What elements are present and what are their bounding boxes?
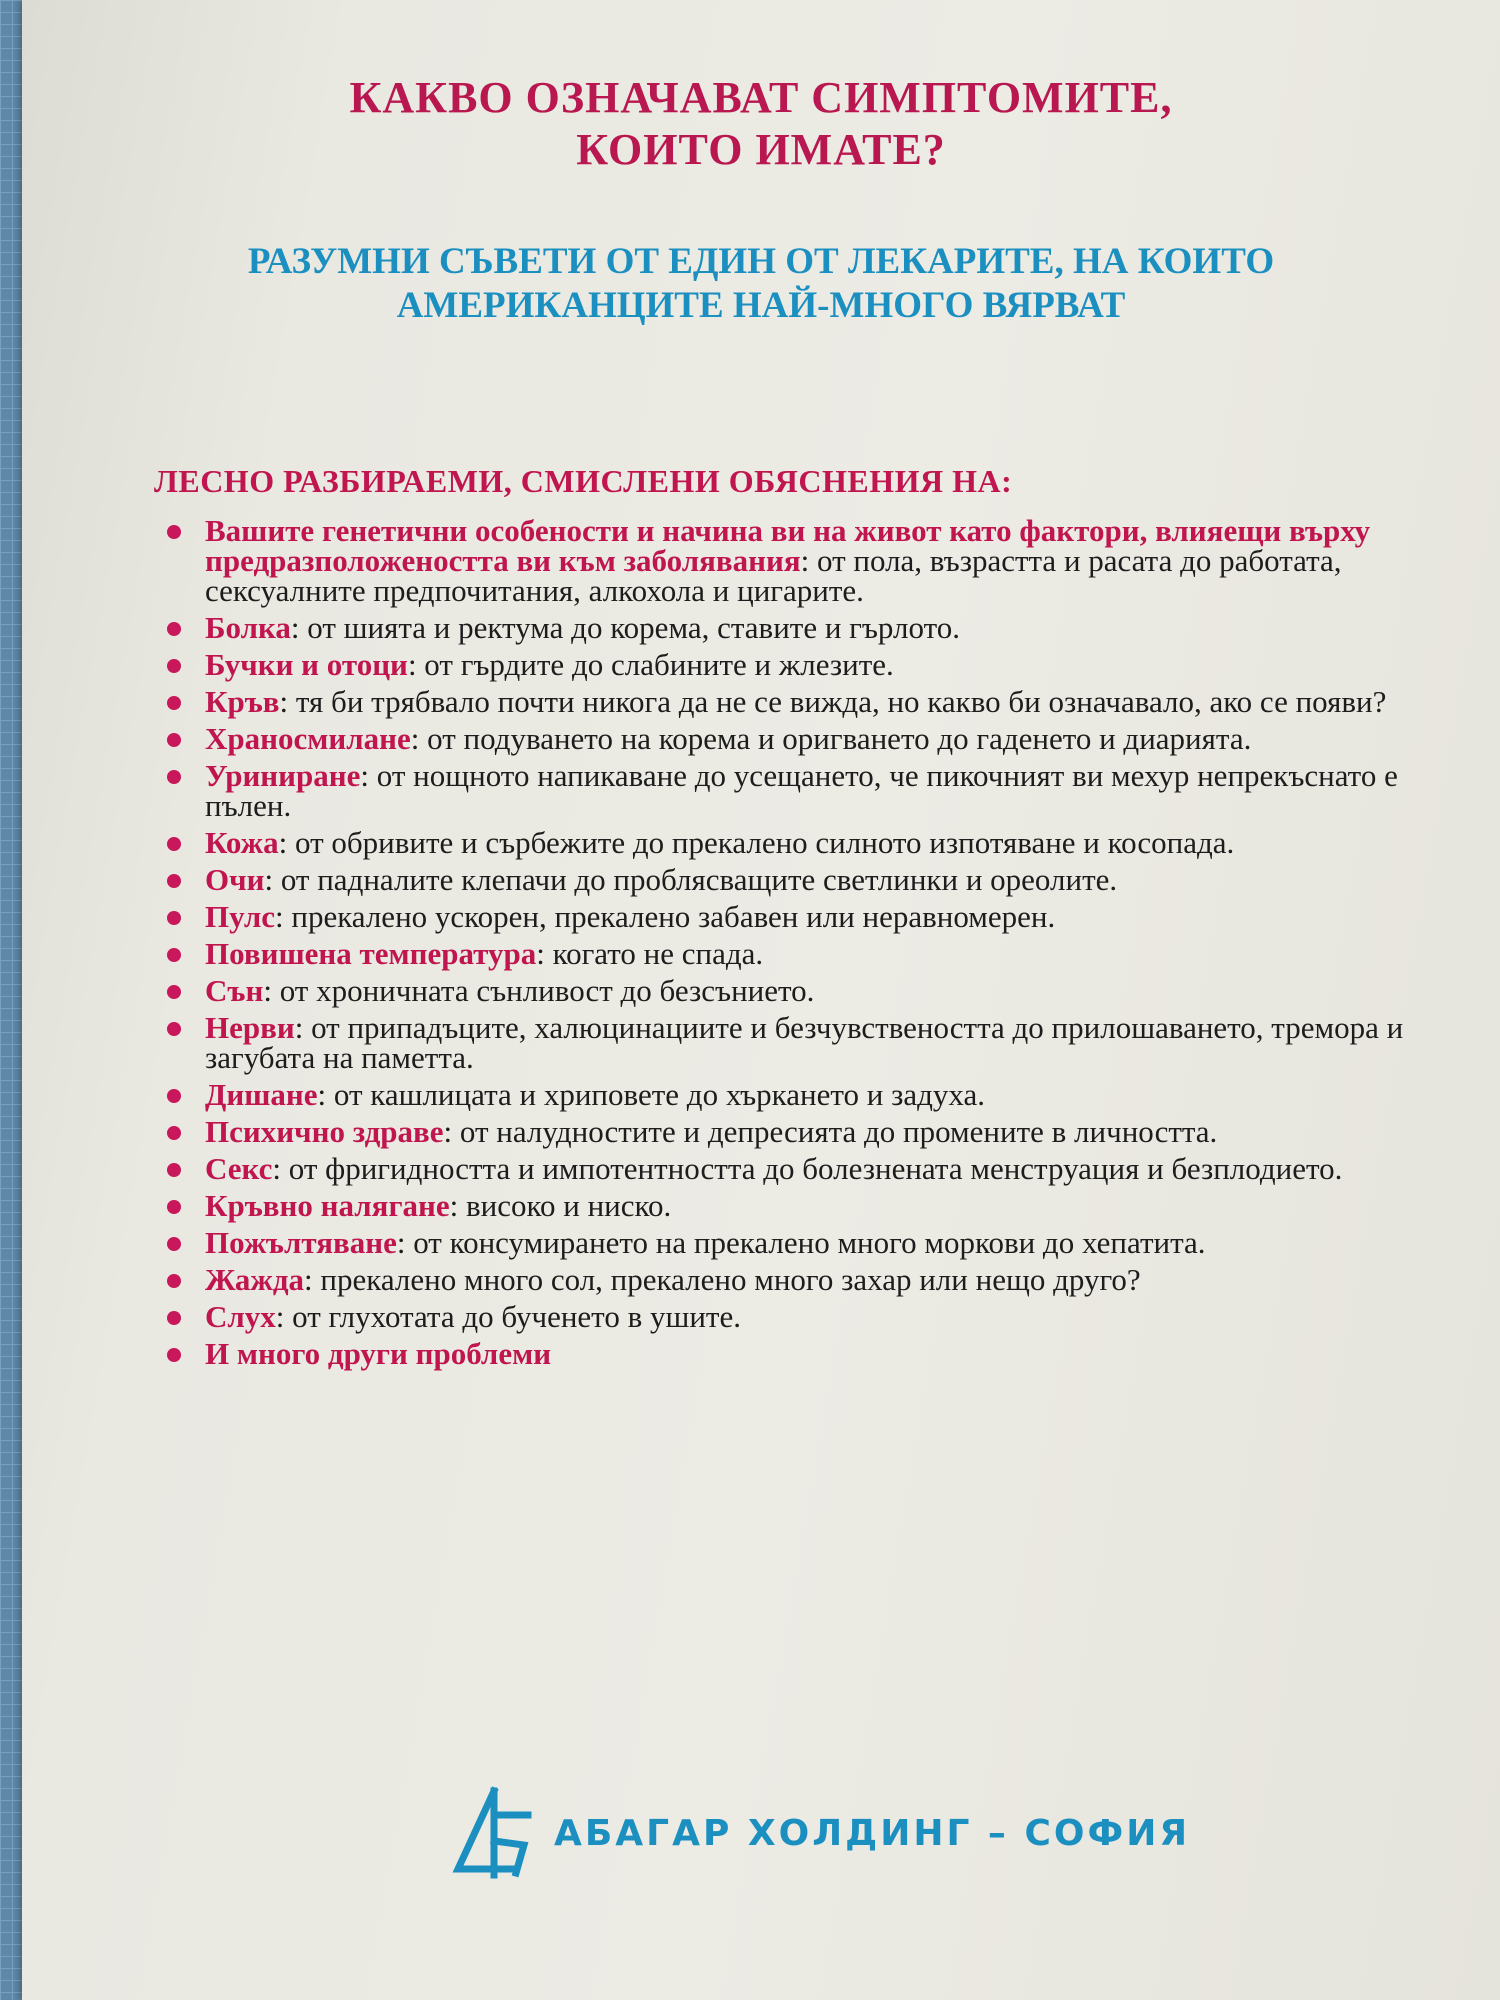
bullet-dot-icon [167, 985, 181, 999]
list-item [157, 1299, 1457, 1334]
item-desc: : от подуването на корема и оригването до гаденето и диарията. [410, 721, 1252, 756]
list-item [157, 1010, 1457, 1075]
list-item [157, 1077, 1457, 1112]
item-term: Храносмилане [205, 721, 411, 756]
list-item [157, 1188, 1457, 1223]
list-item [157, 1225, 1457, 1260]
title-line-2: КОИТО ИМАТЕ? [576, 125, 946, 174]
bullet-dot-icon [167, 837, 181, 851]
list-item [157, 758, 1457, 823]
publisher-name: АБАГАР ХОЛДИНГ – СОФИЯ [554, 1812, 1191, 1854]
item-desc: : високо и ниско. [449, 1188, 672, 1223]
bullet-dot-icon [167, 1311, 181, 1325]
list-item [157, 513, 1457, 608]
item-desc: : от падналите клепачи до проблясващите светлинки и ореолите. [264, 862, 1118, 897]
subtitle-line-1: РАЗУМНИ СЪВЕТИ ОТ ЕДИН ОТ ЛЕКАРИТЕ, НА КОИТО [247, 241, 1275, 282]
bullet-dot-icon [167, 622, 181, 636]
item-desc: : тя би трябвало почти никога да не се вижда, но какво би означавало, ако се появи? [279, 684, 1387, 719]
item-desc: : прекалено много сол, прекалено много захар или нещо друго? [304, 1262, 1141, 1297]
item-desc: : от налудностите и депресията до промените в личността. [443, 1114, 1218, 1149]
list-item [157, 1114, 1457, 1149]
item-desc: : от припадъците, халюцинациите и безчувствеността до прилошаването, тремора и загубата на паметта. [205, 1010, 1404, 1075]
symptom-list [157, 513, 1457, 1376]
item-desc: : от кашлицата и хриповете до хъркането и задуха. [317, 1077, 985, 1112]
bullet-dot-icon [167, 911, 181, 925]
bullet-dot-icon [167, 874, 181, 888]
bullet-dot-icon [167, 770, 181, 784]
item-desc: : от нощното напикаване до усещането, че пикочният ви мехур непрекъснато е пълен. [205, 758, 1398, 823]
bullet-dot-icon [167, 1163, 181, 1177]
bullet-dot-icon [167, 1022, 181, 1036]
item-desc: : от обривите и сърбежите до прекалено силното изпотяване и косопада. [278, 825, 1235, 860]
item-desc: : от глухотата до бученето в ушите. [275, 1299, 741, 1334]
item-desc: : от хроничната сънливост до безсънието. [263, 973, 815, 1008]
list-item [157, 899, 1457, 934]
subtitle-line-2: АМЕРИКАНЦИТЕ НАЙ-МНОГО ВЯРВАТ [396, 285, 1126, 326]
section-heading: ЛЕСНО РАЗБИРАЕМИ, СМИСЛЕНИ ОБЯСНЕНИЯ НА: [154, 463, 1013, 499]
bullet-dot-icon [167, 1348, 181, 1362]
item-desc: : от фригидността и импотентността до болезнената менструация и безплодието. [272, 1151, 1343, 1186]
bullet-dot-icon [167, 948, 181, 962]
item-term: Бучки и отоци [205, 647, 408, 682]
bullet-dot-icon [167, 659, 181, 673]
list-item [157, 936, 1457, 971]
item-term: Слух [205, 1299, 276, 1334]
publisher-logo [452, 1785, 1190, 1881]
bullet-dot-icon [167, 525, 181, 539]
title-line-1: КАКВО ОЗНАЧАВАТ СИМПТОМИТЕ, [349, 73, 1173, 122]
bullet-dot-icon [167, 1237, 181, 1251]
list-item [157, 862, 1457, 897]
bullet-dot-icon [167, 696, 181, 710]
back-cover-page [22, 0, 1500, 2000]
item-term: Кръв [205, 684, 280, 719]
bullet-dot-icon [167, 1274, 181, 1288]
list-item [157, 684, 1457, 719]
item-term: Психично здраве [205, 1114, 444, 1149]
item-term: Очи [205, 862, 265, 897]
bullet-dot-icon [167, 1126, 181, 1140]
list-item [157, 610, 1457, 645]
list-item [157, 973, 1457, 1008]
item-desc: : от шията и ректума до корема, ставите и гърлото. [290, 610, 960, 645]
bullet-dot-icon [167, 1089, 181, 1103]
item-desc: : от гърдите до слабините и жлезите. [407, 647, 894, 682]
item-term: Сън [205, 973, 264, 1008]
item-term: Нерви [205, 1010, 295, 1045]
list-item [157, 825, 1457, 860]
item-term: Пожълтяване [205, 1225, 397, 1260]
list-item [157, 1336, 1457, 1371]
list-item [157, 1151, 1457, 1186]
page-subtitle [22, 240, 1500, 328]
item-term: Повишена температура [205, 936, 537, 971]
list-item [157, 647, 1457, 682]
item-desc: : от пола, възрастта и расата до работата, сексуалните предпочитания, алкохола и цигарите. [205, 543, 1342, 608]
list-item [157, 1262, 1457, 1297]
abagar-logo-icon [452, 1785, 534, 1881]
list-item [157, 721, 1457, 756]
item-term: Пулс [205, 899, 275, 934]
bullet-dot-icon [167, 1200, 181, 1214]
item-term: Дишане [205, 1077, 318, 1112]
item-term: Кръвно налягане [205, 1188, 450, 1223]
item-desc: : от консумирането на прекалено много моркови до хепатита. [396, 1225, 1206, 1260]
item-desc: : когато не спада. [536, 936, 764, 971]
item-term: Вашите генетични особености и начина ви на живот като фактори, влияещи върху предразположеността ви към заболявания [205, 513, 1371, 578]
page-title [22, 72, 1500, 176]
item-term: Секс [205, 1151, 273, 1186]
bullet-dot-icon [167, 733, 181, 747]
item-term: Болка [205, 610, 291, 645]
item-term: Кожа [205, 825, 279, 860]
item-desc: : прекалено ускорен, прекалено забавен или неравномерен. [275, 899, 1056, 934]
item-term: Жажда [205, 1262, 305, 1297]
item-term: Уриниране [205, 758, 361, 793]
item-term: И много други проблеми [205, 1336, 552, 1371]
